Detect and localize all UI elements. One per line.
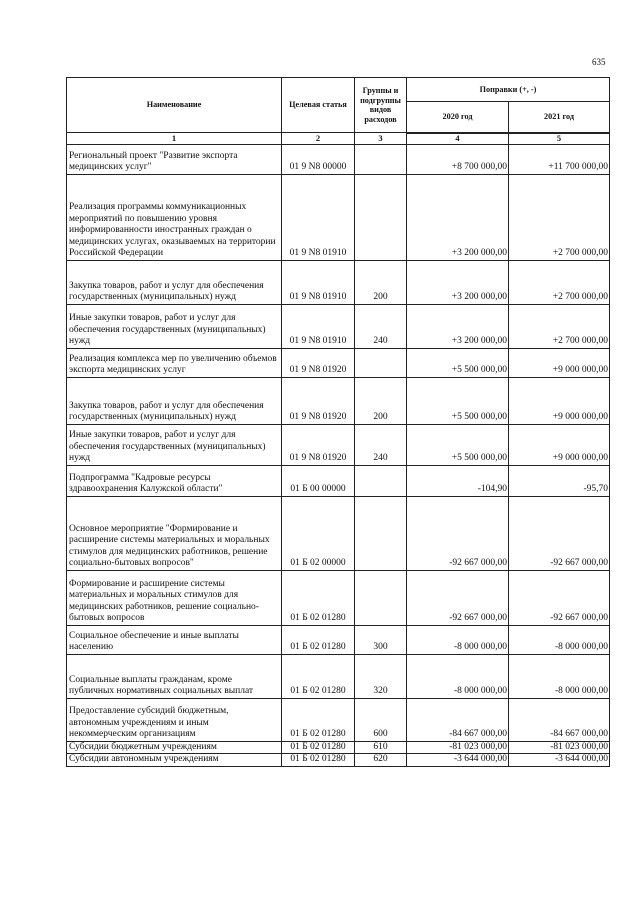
row-group: 240 (355, 304, 407, 348)
column-number: 5 (509, 133, 610, 145)
row-code: 01 Б 02 01280 (282, 570, 355, 625)
row-name: Подпрограмма "Кадровые ресурсы здравоохранения Калужской области" (67, 465, 282, 496)
row-group: 620 (355, 754, 407, 767)
row-2020: -104,90 (407, 465, 509, 496)
row-2020: +5 500 000,00 (407, 348, 509, 377)
row-code: 01 Б 02 00000 (282, 496, 355, 570)
row-group: 200 (355, 260, 407, 304)
row-name: Закупка товаров, работ и услуг для обеспечения государственных (муниципальных) нужд (67, 377, 282, 424)
table-row (67, 741, 610, 754)
row-code: 01 Б 02 01280 (282, 625, 355, 654)
row-2020: -84 667 000,00 (407, 698, 509, 741)
row-2020: +5 500 000,00 (407, 377, 509, 424)
header-name: Наименование (67, 78, 282, 133)
row-2021: -84 667 000,00 (509, 698, 610, 741)
row-name: Реализация комплекса мер по увеличению объемов экспорта медицинских услуг (67, 348, 282, 377)
column-number: 1 (67, 133, 282, 145)
row-name: Субсидии автономным учреждениям (67, 754, 282, 767)
row-name: Социальные выплаты гражданам, кроме публичных нормативных социальных выплат (67, 654, 282, 698)
row-2020: -8 000 000,00 (407, 654, 509, 698)
row-name: Формирование и расширение системы материальных и моральных стимулов для медицинских работников, решение социально-бытовых вопросов (67, 570, 282, 625)
row-group: 610 (355, 741, 407, 754)
row-name: Закупка товаров, работ и услуг для обеспечения государственных (муниципальных) нужд (67, 260, 282, 304)
row-code: 01 Б 02 01280 (282, 654, 355, 698)
row-2020: +3 200 000,00 (407, 174, 509, 260)
table-row (67, 424, 610, 465)
row-name: Иные закупки товаров, работ и услуг для обеспечения государственных (муниципальных) нужд (67, 424, 282, 465)
row-group (355, 570, 407, 625)
table-row (67, 304, 610, 348)
row-group (355, 144, 407, 174)
row-code: 01 9 N8 01920 (282, 377, 355, 424)
column-number: 3 (355, 133, 407, 145)
table-row (67, 465, 610, 496)
table-row (67, 174, 610, 260)
row-name: Основное мероприятие "Формирование и расширение системы материальных и моральных стимулов для медицинских работников, решение социально-бытовых вопросов" (67, 496, 282, 570)
row-group (355, 174, 407, 260)
column-number: 4 (407, 133, 509, 145)
table-row (67, 348, 610, 377)
row-2021: -8 000 000,00 (509, 625, 610, 654)
column-number: 2 (282, 133, 355, 145)
row-name: Региональный проект "Развитие экспорта медицинских услуг" (67, 144, 282, 174)
row-code: 01 Б 02 01280 (282, 698, 355, 741)
row-2020: +5 500 000,00 (407, 424, 509, 465)
row-group (355, 465, 407, 496)
page-number: 635 (592, 57, 606, 67)
row-2021: -95,70 (509, 465, 610, 496)
row-2020: -92 667 000,00 (407, 496, 509, 570)
row-2020: -3 644 000,00 (407, 754, 509, 767)
row-code: 01 Б 00 00000 (282, 465, 355, 496)
amendments-table (66, 77, 610, 767)
row-code: 01 9 N8 01920 (282, 424, 355, 465)
row-name: Реализация программы коммуникационных мероприятий по повышению уровня информированности иностранных граждан о медицинских услугах, оказываемых на территории Российской Федерации (67, 174, 282, 260)
row-code: 01 9 N8 00000 (282, 144, 355, 174)
table-row (67, 754, 610, 767)
row-2020: +3 200 000,00 (407, 260, 509, 304)
row-code: 01 9 N8 01910 (282, 260, 355, 304)
row-group (355, 496, 407, 570)
row-group: 300 (355, 625, 407, 654)
row-2020: -81 023 000,00 (407, 741, 509, 754)
row-2020: +3 200 000,00 (407, 304, 509, 348)
row-2021: -8 000 000,00 (509, 654, 610, 698)
row-2021: -92 667 000,00 (509, 496, 610, 570)
row-2020: -92 667 000,00 (407, 570, 509, 625)
row-group: 320 (355, 654, 407, 698)
row-code: 01 Б 02 01280 (282, 754, 355, 767)
row-code: 01 9 N8 01910 (282, 304, 355, 348)
table-row (67, 144, 610, 174)
row-group: 240 (355, 424, 407, 465)
row-code: 01 9 N8 01910 (282, 174, 355, 260)
table-row (67, 496, 610, 570)
table-row (67, 377, 610, 424)
row-2021: +9 000 000,00 (509, 424, 610, 465)
row-2021: +9 000 000,00 (509, 348, 610, 377)
row-2021: +2 700 000,00 (509, 260, 610, 304)
row-2020: +8 700 000,00 (407, 144, 509, 174)
table-row (67, 698, 610, 741)
row-group: 600 (355, 698, 407, 741)
table-row (67, 570, 610, 625)
row-2021: -3 644 000,00 (509, 754, 610, 767)
header-target: Целевая статья (282, 78, 355, 133)
row-name: Предоставление субсидий бюджетным, автономным учреждениям и иным некоммерческим организациям (67, 698, 282, 741)
row-group (355, 348, 407, 377)
row-2021: -92 667 000,00 (509, 570, 610, 625)
row-name: Иные закупки товаров, работ и услуг для обеспечения государственных (муниципальных) нужд (67, 304, 282, 348)
table-row (67, 625, 610, 654)
header-year-2020: 2020 год (407, 102, 509, 133)
row-code: 01 Б 02 01280 (282, 741, 355, 754)
table-row (67, 654, 610, 698)
header-amendments: Поправки (+, -) (407, 78, 610, 102)
header-group: Группы и подгруппы видов расходов (355, 78, 407, 133)
table-row (67, 260, 610, 304)
row-group: 200 (355, 377, 407, 424)
row-2021: +11 700 000,00 (509, 144, 610, 174)
row-2021: +2 700 000,00 (509, 174, 610, 260)
row-code: 01 9 N8 01920 (282, 348, 355, 377)
header-year-2021: 2021 год (509, 102, 610, 133)
row-name: Субсидии бюджетным учреждениям (67, 741, 282, 754)
row-2021: +9 000 000,00 (509, 377, 610, 424)
row-2020: -8 000 000,00 (407, 625, 509, 654)
row-2021: +2 700 000,00 (509, 304, 610, 348)
row-2021: -81 023 000,00 (509, 741, 610, 754)
row-name: Социальное обеспечение и иные выплаты населению (67, 625, 282, 654)
